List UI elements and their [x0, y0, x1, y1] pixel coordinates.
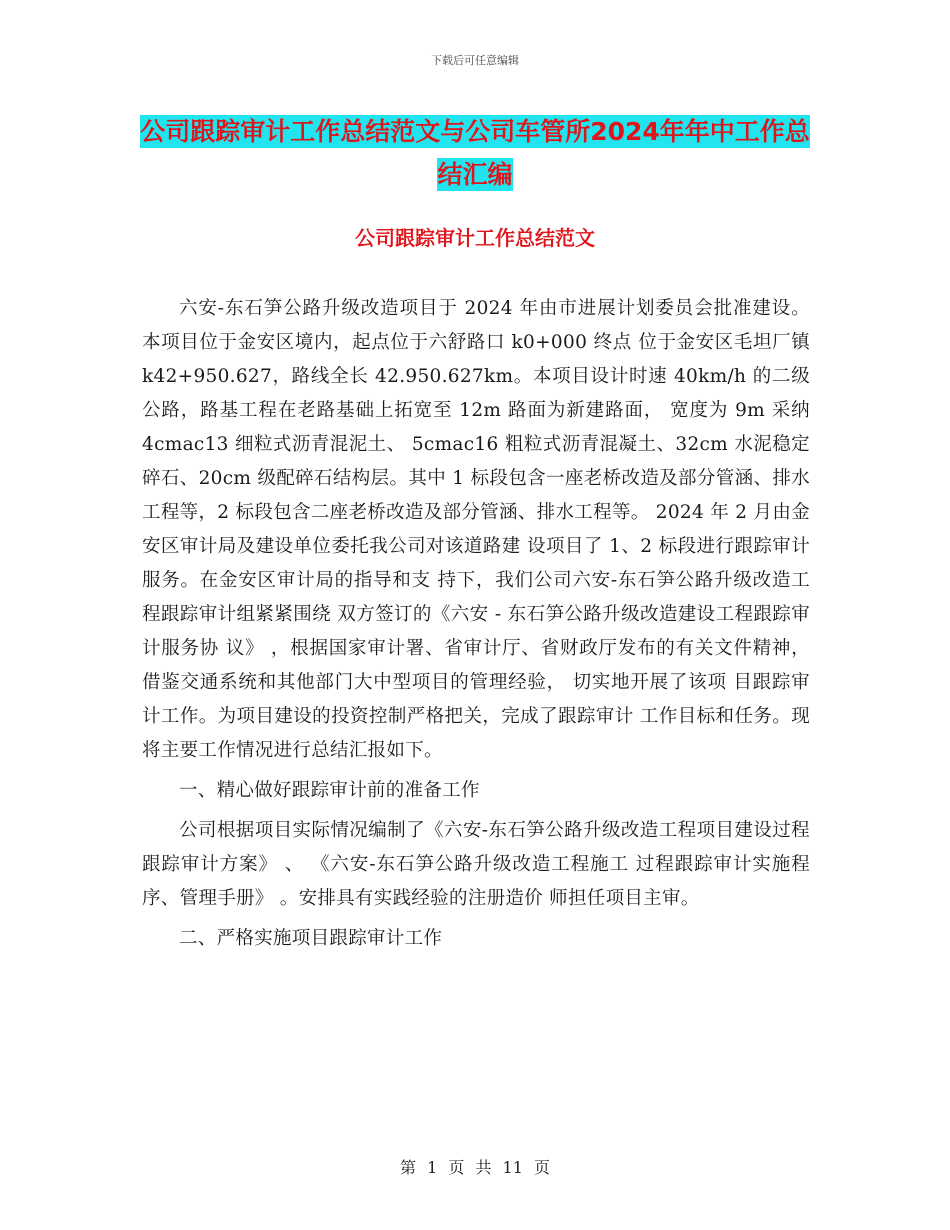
document-body	[142, 292, 810, 956]
document-title	[140, 110, 810, 196]
heading-implementation: 二、严格实施项目跟踪审计工作	[179, 928, 443, 949]
paragraph-intro: 六安-东石笋公路升级改造项目于 2024 年由市进展计划委员会批准建设。本项目位于金安区境内，起点位于六舒路口 k0+000 终点 位于金安区毛坦厂镇 k42+950.627，路线全长 42.950.627km。本项目设计时速 40km/h 的二级公路，路基工程在老路基础上拓宽至 12m 路面为新建路面， 宽度为 9m 采纳 4cmac13 细粒式沥青混泥土、 5cmac16 粗粒式沥青混凝土、32cm 水泥稳定碎石、20cm 级配碎石结构层。其中 1 标段包含一座老桥改造及部分管涵、排水工程等，2 标段包含二座老桥改造及部分管涵、排水工程等。 2024 年 2 月由金安区审计局及建设单位委托我公司对该道路建 设项目了 1、2 标段进行跟踪审计服务。在金安区审计局的指导和支 持下，我们公司六安-东石笋公路升级改造工程跟踪审计组紧紧围绕 双方签订的《六安 - 东石笋公路升级改造建设工程跟踪审计服务协 议》 ，根据国家审计署、省审计厅、省财政厅发布的有关文件精神， 借鉴交通系统和其他部门大中型项目的管理经验， 切实地开展了该项 目跟踪审计工作。为项目建设的投资控制严格把关，完成了跟踪审计 工作目标和任务。现将主要工作情况进行总结汇报如下。	[142, 298, 810, 761]
page-number: 第 1 页 共 11 页	[400, 1158, 550, 1177]
document-title-text: 公司跟踪审计工作总结范文与公司车管所2024年年中工作总结汇编	[140, 117, 810, 189]
header-note: 下载后可任意编辑	[431, 54, 519, 67]
paragraph-preparation: 公司根据项目实际情况编制了《六安-东石笋公路升级改造工程项目建设过程跟踪审计方案》 、 《六安-东石笋公路升级改造工程施工 过程跟踪审计实施程序、管理手册》 。安排具有实践经验的注册造价 师担任项目主审。	[142, 820, 810, 909]
section-title: 公司跟踪审计工作总结范文	[355, 226, 595, 250]
heading-preparation: 一、精心做好跟踪审计前的准备工作	[179, 780, 480, 801]
